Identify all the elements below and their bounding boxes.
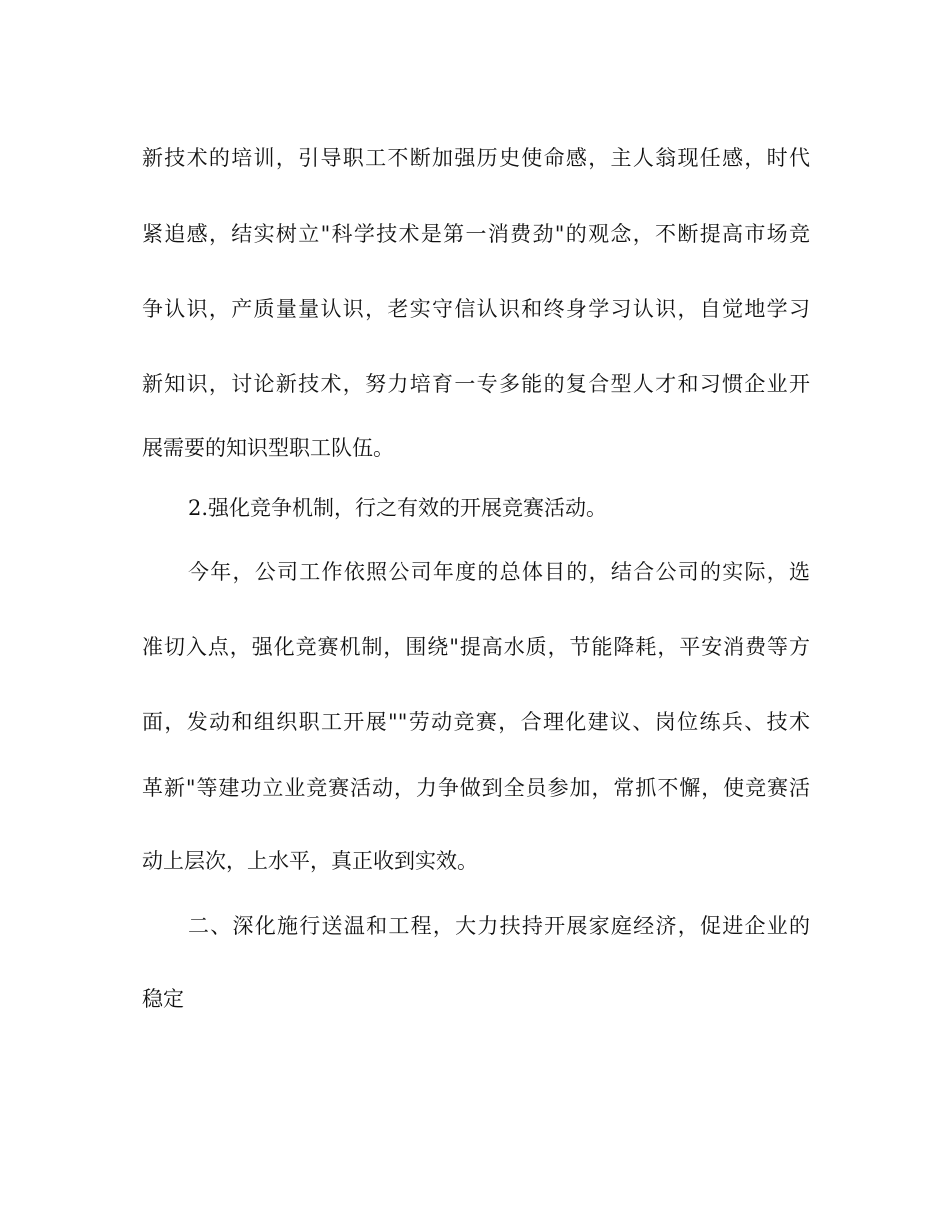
text-line: 今年，公司工作依照公司年度的总体目的，结合公司的实际，选 <box>188 560 810 584</box>
text-line: 准切入点，强化竞赛机制，围绕"提高水质，节能降耗，平安消费等方 <box>142 635 810 659</box>
text-line: 展需要的知识型职工队伍。 <box>142 436 394 460</box>
section-heading: 2.强化竞争机制，行之有效的开展竞赛活动。 <box>188 496 608 520</box>
text-line: 面，发动和组织职工开展""劳动竞赛，合理化建议、岗位练兵、技术 <box>142 710 810 734</box>
text-line: 动上层次，上水平，真正收到实效。 <box>142 849 478 873</box>
section-heading: 二、深化施行送温和工程，大力扶持开展家庭经济，促进企业的 <box>188 914 810 938</box>
text-line: 新技术的培训，引导职工不断加强历史使命感，主人翁现任感，时代 <box>142 146 810 170</box>
text-line: 紧追感，结实树立"科学技术是第一消费劲"的观念，不断提高市场竞 <box>142 222 810 246</box>
text-line: 革新"等建功立业竞赛活动，力争做到全员参加，常抓不懈，使竞赛活 <box>142 776 810 800</box>
text-line: 稳定 <box>142 987 184 1011</box>
text-line: 新知识，讨论新技术，努力培育一专多能的复合型人才和习惯企业开 <box>142 372 810 396</box>
text-line: 争认识，产质量量认识，老实守信认识和终身学习认识，自觉地学习 <box>142 297 810 321</box>
